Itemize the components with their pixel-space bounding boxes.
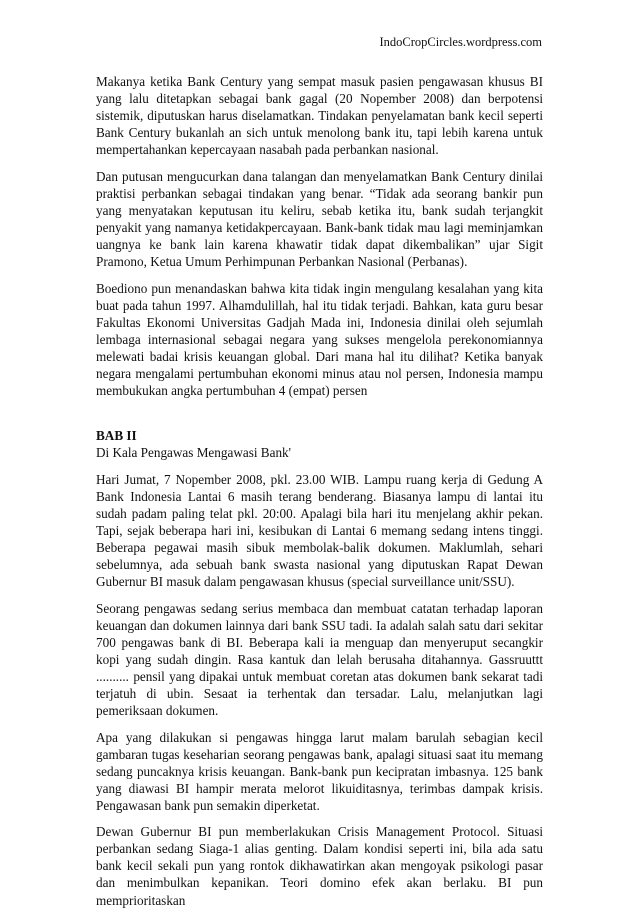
paragraph-friday-night: Hari Jumat, 7 Nopember 2008, pkl. 23.00 WIB. Lampu ruang kerja di Gedung A Bank Indonesia Lantai 6 masih terang benderang. Biasanya lampu di lantai itu sudah padam paling telat pkl. 20:00. Apalagi bila hari itu menjelang akhir pekan. Tapi, sejak beberapa hari ini, kesibukan di Lantai 6 memang sedang intens tinggi. Beberapa pegawai masih sibuk membolak-balik dokumen. Maklumlah, sehari sebelumnya, ada sebuah bank swasta nasional yang diputuskan Rapat Dewan Gubernur BI masuk dalam pengawasan khusus (special surveillance unit/SSU).	[96, 471, 543, 590]
paragraph-supervisor-reading: Seorang pengawas sedang serius membaca dan membuat catatan terhadap laporan keuangan dan dokumen lainnya dari bank SSU tadi. Ia adalah salah satu dari sekitar 700 pengawas bank di BI. Beberapa kali ia menguap dan menyeruput secangkir kopi yang sudah dingin. Rasa kantuk dan lelah berusaha ditahannya. Gassruuttt .......... pensil yang dipakai untuk membuat coretan atas dokumen bank sekarat tadi terjatuh di ubin. Sesaat ia terhentak dan tersadar. Lalu, melanjutkan lagi pemeriksaan dokumen.	[96, 600, 543, 719]
chapter-subtitle: Di Kala Pengawas Mengawasi Bank'	[96, 445, 292, 461]
paragraph-crisis-protocol: Dewan Gubernur BI pun memberlakukan Crisis Management Protocol. Situasi perbankan sedang Siaga-1 alias genting. Dalam kondisi seperti ini, bila ada satu bank kecil sekali pun yang rontok dikhawatirkan akan mengoyak psikologi pasar dan menimbulkan kepanikan. Teori domino efek akan berlaku. BI pun memprioritaskan	[96, 824, 543, 908]
paragraph-daily-tasks: Apa yang dilakukan si pengawas hingga larut malam barulah sebagian kecil gambaran tugas keseharian seorang pengawas bank, apalagi situasi saat itu memang sedang puncaknya krisis keuangan. Bank-bank pun kecipratan imbasnya. 125 bank yang diawasi BI hampir merata melorot likuiditasnya, terimbas dampak krisis. Pengawasan bank pun semakin diperketat.	[96, 729, 543, 813]
page-header-site: IndoCropCircles.wordpress.com	[379, 35, 542, 49]
paragraph-bank-century-rescue: Makanya ketika Bank Century yang sempat masuk pasien pengawasan khusus BI yang lalu ditetapkan sebagai bank gagal (20 Nopember 2008) dan berpotensi sistemik, diputuskan harus diselamatkan. Tindakan penyelamatan bank kecil seperti Bank Century bukanlah an sich untuk menolong bank itu, tapi lebih karena untuk mempertahankan kepercayaan nasabah pada perbankan nasional.	[96, 74, 543, 158]
paragraph-bailout-decision: Dan putusan mengucurkan dana talangan dan menyelamatkan Bank Century dinilai praktisi perbankan sebagai tindakan yang benar. “Tidak ada seorang bankir pun yang menyatakan keputusan itu keliru, sebab ketika itu, bank sudah terjangkit penyakit yang namanya ketidakpercayaan. Bank-bank tidak mau lagi meminjamkan uangnya ke bank lain karena khawatir tidak dapat dikembalikan” ujar Sigit Pramono, Ketua Umum Perhimpunan Perbankan Nasional (Perbanas).	[96, 168, 543, 269]
section-spacer	[96, 408, 543, 427]
paragraph-boediono-statement: Boediono pun menandaskan bahwa kita tidak ingin mengulang kesalahan yang kita buat pada tahun 1997. Alhamdulillah, hal itu tidak terjadi. Bahkan, kata guru besar Fakultas Ekonomi Universitas Gadjah Mada ini, Indonesia dinilai oleh sejumlah lembaga internasional sebagai negara yang sukses mengelola perekonomiannya melewati badai krisis keuangan global. Dari mana hal itu dilihat? Ketika banyak negara mengalami pertumbuhan ekonomi minus atau nol persen, Indonesia mampu membukukan angka pertumbuhan 4 (empat) persen	[96, 280, 543, 398]
document-body	[96, 73, 543, 918]
chapter-title: BAB II	[96, 428, 137, 444]
